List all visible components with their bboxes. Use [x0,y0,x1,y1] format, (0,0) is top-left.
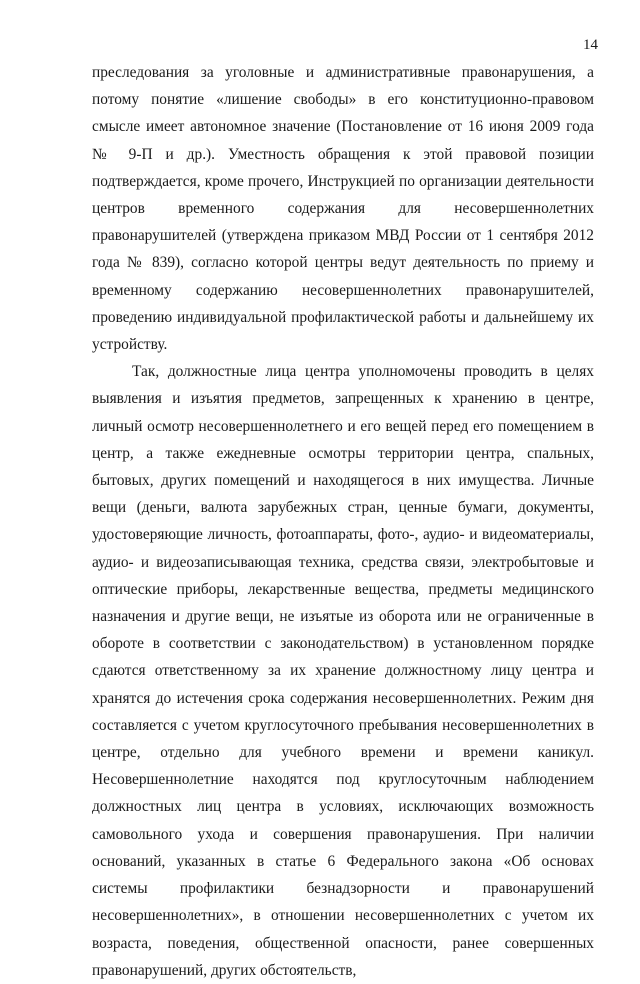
paragraph-1: преследования за уголовные и административные правонарушения, а потому понятие «лишение свободы» в его конституционно-правовом смысле имеет автономное значение (Постановление от 16 июня 2009 года № 9-П и др.). Уместность обращения к этой правовой позиции подтверждается, кроме прочего, Инструкцией по организации деятельности центров временного содержания для несовершеннолетних правонарушителей (утверждена приказом МВД России от 1 сентября 2012 года № 839), согласно которой центры ведут деятельность по приему и временному содержанию несовершеннолетних правонарушителей, проведению индивидуальной профилактической работы и дальнейшему их устройству. [92,64,594,354]
page-number: 14 [583,37,598,53]
body-text [92,59,594,984]
paragraph-2: Так, должностные лица центра уполномочены проводить в целях выявления и изъятия предметов, запрещенных к хранению в центре, личный осмотр несовершеннолетнего и его вещей перед его помещением в центр, а также ежедневные осмотры территории центра, спальных, бытовых, других помещений и находящегося в них имущества. Личные вещи (деньги, валюта зарубежных стран, ценные бумаги, документы, удостоверяющие личность, фотоаппараты, фото-, аудио- и видеоматериалы, аудио- и видеозаписывающая техника, средства связи, электробытовые и оптические приборы, лекарственные вещества, предметы медицинского назначения и другие вещи, не изъятые из оборота или не ограниченные в обороте в соответствии с законодательством) в установленном порядке сдаются ответственному за их хранение должностному лицу центра и хранятся до истечения срока содержания несовершеннолетних. Режим дня составляется с учетом круглосуточного пребывания несовершеннолетних в центре, отдельно для учебного времени и времени каникул. Несовершеннолетние находятся под круглосуточным наблюдением должностных лиц центра в условиях, исключающих возможность самовольного ухода и совершения правонарушения. При наличии оснований, указанных в статье 6 Федерального закона «Об основах системы профилактики безнадзорности и правонарушений несовершеннолетних», в отношении несовершеннолетних с учетом их возраста, поведения, общественной опасности, ранее совершенных правонарушений, других обстоятельств, [92,363,594,979]
